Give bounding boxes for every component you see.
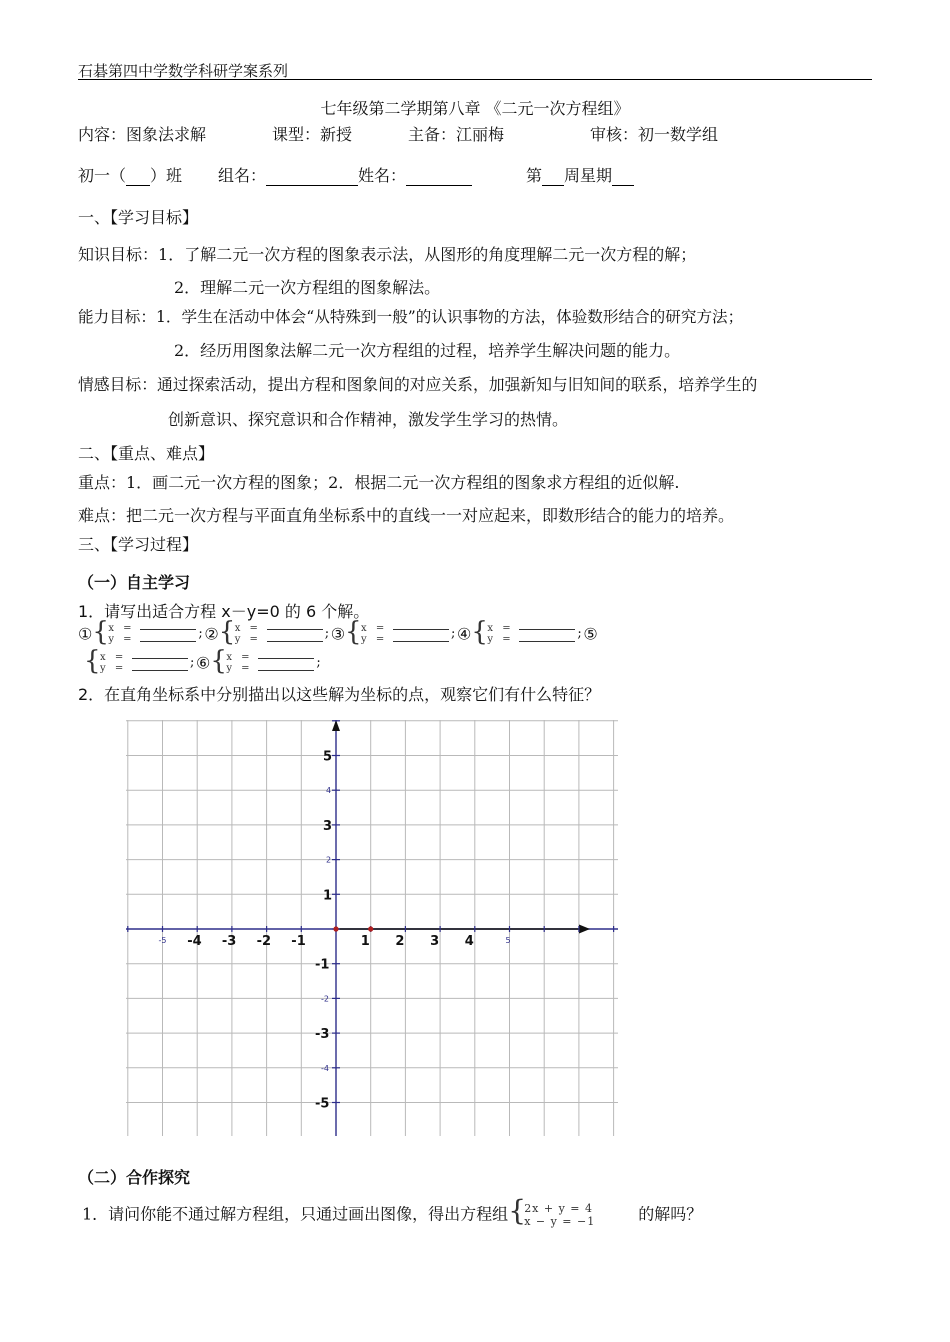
y-tick-label: 3 xyxy=(323,818,333,834)
name-label: 姓名： xyxy=(358,166,407,185)
solution-system-6[interactable]: { x = y = ; xyxy=(210,646,321,676)
self-study-heading: （一）自主学习 xyxy=(78,573,191,592)
knowledge-goal-1-text: 1．了解二元一次方程的图象表示法，从图形的角度理解二元一次方程的解； xyxy=(158,245,697,264)
coop-heading: （二）合作探究 xyxy=(78,1168,191,1187)
solution-system-2[interactable]: { x = y = ; xyxy=(218,617,330,647)
sys-x-label: x = xyxy=(226,652,253,663)
sys-x-label: x = xyxy=(487,623,514,634)
y-tick-label: 5 xyxy=(323,749,333,765)
coop-q1-text-a: 1．请问你能不通过解方程组，只通过画出图像，得出方程组 xyxy=(82,1204,509,1224)
emotion-label: 情感目标： xyxy=(78,375,157,394)
y-tick-label: 2 xyxy=(326,855,332,865)
y-tick-label: 4 xyxy=(326,786,332,796)
info-lesson-type: 课型：新授 xyxy=(272,125,353,144)
coop-equation-system: { 2x + y = 4 x − y = −1 xyxy=(508,1194,596,1228)
weekday-label: 周星期 xyxy=(564,166,613,185)
marker-3: ③ xyxy=(330,624,346,644)
q1-equation: x－y=0 xyxy=(221,602,280,621)
y-tick-label: -1 xyxy=(315,957,330,973)
coop-equation-2: x − y = −1 xyxy=(524,1215,596,1228)
coop-q1 xyxy=(82,1194,703,1229)
y-tick-label: -4 xyxy=(321,1063,329,1073)
x-axis-arrow xyxy=(579,925,590,934)
knowledge-goal-2: 2．理解二元一次方程组的图象解法。 xyxy=(174,278,441,297)
q1-count: 6 xyxy=(306,602,317,621)
sys-x-label: x = xyxy=(108,623,135,634)
sys-y-label: y = xyxy=(226,663,253,674)
focus-text: 重点：1．画二元一次方程的图象；2．根据二元一次方程组的图象求方程组的近似解. xyxy=(78,473,680,492)
x-tick-label: 3 xyxy=(430,934,440,949)
section-process-heading: 三、【学习过程】 xyxy=(78,535,199,554)
q1-text-a: 1．请写出适合方程 xyxy=(78,602,217,621)
self-study-q2: 2．在直角坐标系中分别描出以这些解为坐标的点，观察它们有什么特征？ xyxy=(78,685,601,704)
info-author: 主备：江丽梅 xyxy=(408,125,505,144)
emotion-goal-2: 创新意识、探究意识和合作精神，激发学生学习的热情。 xyxy=(168,410,569,429)
marker-2: ② xyxy=(204,624,219,644)
section-keypoints-heading: 二、【重点、难点】 xyxy=(78,444,215,463)
y-tick-label: -5 xyxy=(315,1096,330,1112)
sys-y-label: y = xyxy=(108,634,135,645)
class-prefix: 初一（ xyxy=(78,166,127,185)
ability-label: 能力目标： xyxy=(78,308,156,326)
data-point xyxy=(368,926,373,931)
sys-x-label: x = xyxy=(234,623,261,634)
coop-q1-text-b: 的解吗？ xyxy=(638,1204,703,1224)
solution-system-5[interactable]: { x = y = ; xyxy=(84,646,195,676)
week-prefix: 第 xyxy=(526,166,543,185)
marker-6: ⑥ xyxy=(196,653,211,673)
emotion-goal-1-text: 通过探索活动，提出方程和图象间的对应关系，加强新知与旧知间的联系，培养学生的 xyxy=(157,375,758,394)
knowledge-label: 知识目标： xyxy=(78,245,159,264)
solution-system-1[interactable]: { x = y = ; xyxy=(92,617,203,647)
difficulty-text: 难点：把二元一次方程与平面直角坐标系中的直线一一对应起来，即数形结合的能力的培养。 xyxy=(78,506,735,525)
x-tick-label: -3 xyxy=(221,934,237,949)
info-content: 内容：图象法求解 xyxy=(78,125,207,144)
x-tick-label: -5 xyxy=(158,936,167,945)
ability-goal-1-text: 1．学生在活动中体会“从特殊到一般”的认识事物的方法，体验数形结合的研究方法； xyxy=(155,308,744,326)
q1-text-c: 个解。 xyxy=(321,602,370,621)
marker-4: ④ xyxy=(457,624,472,644)
solution-system-3[interactable]: { x = y = ; xyxy=(345,617,456,647)
y-tick-label: -3 xyxy=(315,1027,330,1043)
marker-5: ⑤ xyxy=(583,624,598,644)
ability-goal-2: 2．经历用图象法解二元一次方程组的过程，培养学生解决问题的能力。 xyxy=(174,341,681,360)
x-tick-label: -4 xyxy=(187,934,202,949)
class-suffix: ）班 xyxy=(150,166,183,185)
sys-y-label: y = xyxy=(100,663,127,674)
sys-y-label: y = xyxy=(234,634,261,645)
x-tick-label: 1 xyxy=(360,934,370,949)
school-header: 石碁第四中学数学科研学案系列 xyxy=(78,62,289,80)
sys-y-label: y = xyxy=(361,634,388,645)
q1-text-b: 的 xyxy=(284,602,301,621)
y-tick-label: 1 xyxy=(323,888,333,904)
y-axis-arrow xyxy=(332,720,340,731)
sys-x-label: x = xyxy=(100,652,127,663)
sys-y-label: y = xyxy=(487,634,514,645)
y-tick-label: -2 xyxy=(321,994,329,1004)
data-point xyxy=(333,926,338,931)
group-label: 组名： xyxy=(218,166,267,185)
x-tick-label: 5 xyxy=(505,936,511,945)
marker-1: ① xyxy=(78,624,93,644)
solution-system-4[interactable]: { x = y = ; xyxy=(471,617,582,647)
x-tick-label: -1 xyxy=(291,934,306,949)
section-goals-heading: 一、【学习目标】 xyxy=(78,208,199,227)
page-title: 七年级第二学期第八章 《二元一次方程组》 xyxy=(320,99,630,118)
x-tick-label: 2 xyxy=(395,934,405,949)
sys-x-label: x = xyxy=(361,623,388,634)
x-tick-label: -2 xyxy=(256,934,272,949)
info-reviewer: 审核：初一数学组 xyxy=(590,125,719,144)
x-tick-label: 4 xyxy=(464,934,474,949)
coop-equation-1: 2x + y = 4 xyxy=(524,1202,594,1215)
